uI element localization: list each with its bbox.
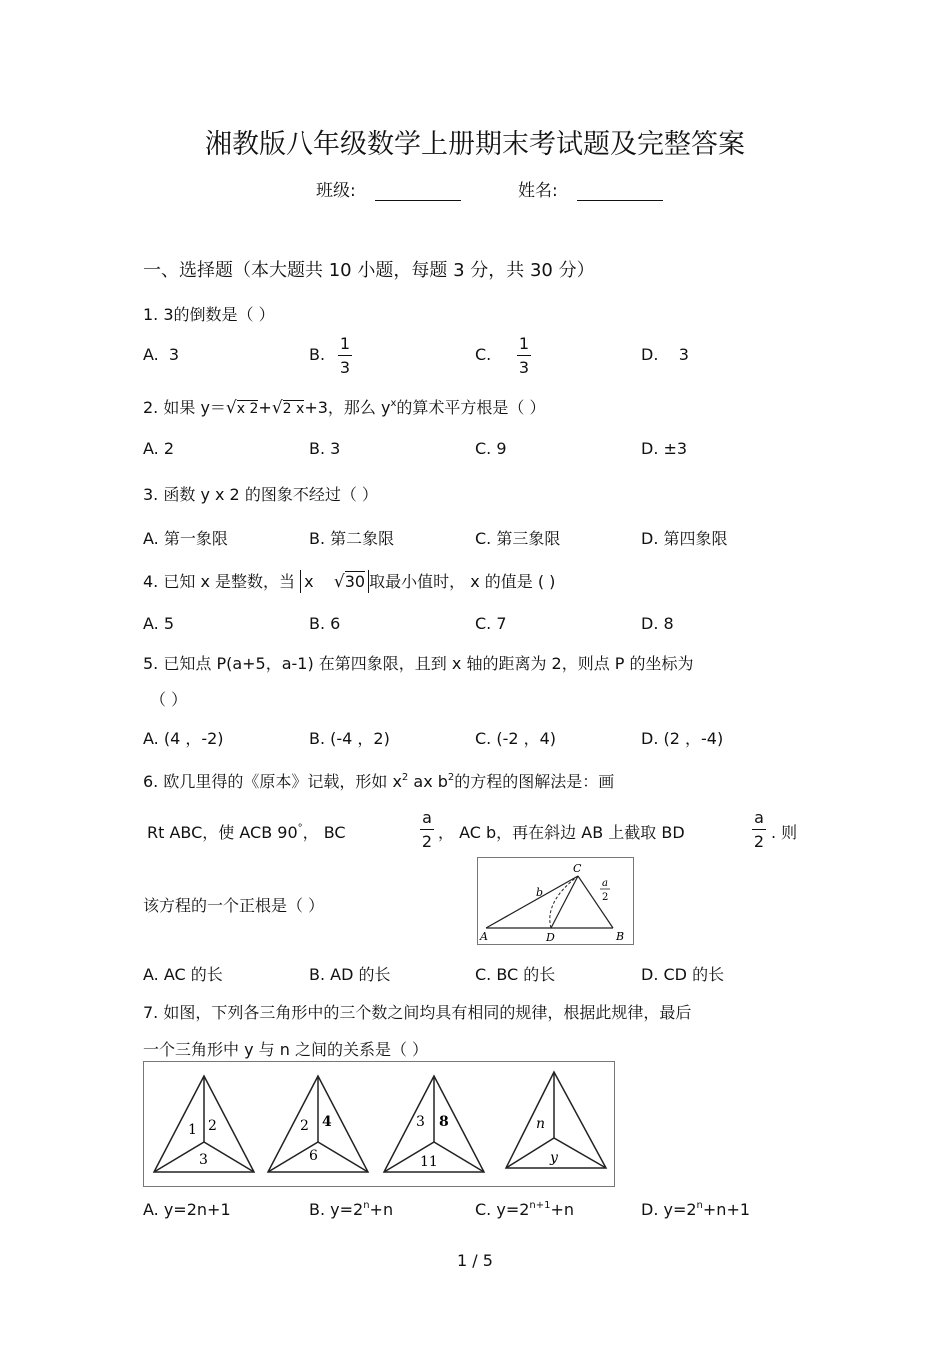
side-b-label: b: [536, 886, 544, 899]
triangle-2-right: 4: [322, 1114, 332, 1130]
q5-option-a: A. (4 ，-2): [143, 729, 224, 748]
point-c-label: C: [573, 862, 582, 875]
q5-option-b: B. (-4 ，2): [309, 729, 390, 748]
q2-option-a: A. 2: [143, 439, 175, 458]
class-blank: [375, 184, 461, 201]
q7-stem-line1: 7. 如图，下列各三角形中的三个数之间均具有相同的规律，根据此规律，最后: [143, 1003, 692, 1022]
triangle-1-bottom: 3: [199, 1152, 208, 1168]
triangle-1-right: 2: [208, 1118, 217, 1134]
q7-option-b: B. $y=2^n+n$: [309, 1200, 394, 1219]
triangle-2-left: 2: [300, 1118, 309, 1134]
q5-stem-line1: 5. 已知点 P(a+5，a-1) 在第四象限，且到 x 轴的距离为 2，则点 P 的坐标为: [143, 654, 694, 673]
q1-option-c-fraction: 1 3: [518, 334, 530, 377]
q7-stem-line2: 一个三角形中 y 与 n 之间的关系是（ ）: [143, 1040, 429, 1059]
name-label: 姓名:: [518, 181, 558, 201]
triangle-1-left: 1: [188, 1122, 197, 1138]
point-b-label: B: [616, 930, 625, 943]
q4-option-d: D. 8: [641, 614, 674, 633]
q3-stem: 3. 函数 y x 2 的图象不经过（ ）: [143, 485, 378, 504]
q6-option-d: D. CD 的长: [641, 965, 725, 984]
q1-stem: 1. 3的倒数是（ ）: [143, 305, 275, 324]
q6-stem-line2-b: ， AC b，再在斜边 AB 上截取 BD: [438, 823, 685, 842]
triangle-3-bottom: 11: [420, 1154, 438, 1170]
triangle-2-bottom: 6: [309, 1148, 318, 1164]
class-label: 班级:: [316, 181, 356, 201]
q1-option-b-label: B.: [309, 345, 326, 364]
sqrt-icon: √: [225, 398, 237, 418]
q3-option-d: D. 第四象限: [641, 529, 728, 548]
q7-triangles-figure: [143, 1061, 615, 1187]
q5-option-d: D. (2 ，-4): [641, 729, 724, 748]
q1-option-b-fraction: 1 3: [339, 334, 351, 377]
q6-stem-line2-c: . 则: [771, 823, 798, 842]
triangle-4-bottom: y: [550, 1150, 558, 1166]
class-field: [316, 176, 461, 201]
q1-option-d: D. 3: [641, 345, 689, 364]
q6-stem-line2-a: Rt ABC，使 ACB 90°， BC: [147, 823, 346, 842]
side-a-denominator: 2: [602, 892, 609, 903]
q2-option-d: D. ±3: [641, 439, 688, 458]
triangle-3-left: 3: [416, 1114, 425, 1130]
q1-option-c-label: C.: [475, 345, 492, 364]
q7-option-a: A. y=2n+1: [143, 1200, 231, 1219]
point-d-label: D: [546, 931, 555, 944]
triangle-3-right: 8: [439, 1114, 449, 1130]
q4-option-c: C. 7: [475, 614, 507, 633]
q6-option-a: A. AC 的长: [143, 965, 223, 984]
q4-option-b: B. 6: [309, 614, 341, 633]
page-number: 1 / 5: [457, 1251, 493, 1270]
page-title: 湘教版八年级数学上册期末考试题及完整答案: [205, 129, 745, 160]
q1-option-a: A. 3: [143, 345, 180, 364]
q4-stem: 4. 已知 x 是整数，当 x √30 取最小值时， x 的值是 ( ): [143, 572, 556, 592]
side-a-numerator: a: [602, 878, 608, 889]
sqrt-icon: √: [333, 572, 345, 592]
sqrt-icon: √: [271, 398, 283, 418]
q5-option-c: C. (-2 ，4): [475, 729, 557, 748]
q6-triangle-figure: [477, 857, 634, 945]
q2-stem: 2. 如果 y＝√x 2+√2 x+3，那么 $y^x$的算术平方根是（ ）: [143, 398, 546, 418]
q6-stem-line3: 该方程的一个正根是（ ）: [143, 896, 325, 915]
q2-option-c: C. 9: [475, 439, 507, 458]
q4-option-a: A. 5: [143, 614, 175, 633]
triangle-2: [268, 1076, 368, 1172]
q7-option-c: C. $y=2^{n+1}+n$: [475, 1200, 575, 1219]
name-field: [518, 176, 663, 201]
q6-option-c: C. BC 的长: [475, 965, 556, 984]
point-a-label: A: [480, 930, 488, 943]
triangle-1: [154, 1076, 254, 1172]
section-heading: 一、选择题（本大题共 10 小题，每题 3 分，共 30 分）: [143, 260, 595, 281]
triangles-diagram: [144, 1062, 614, 1186]
name-blank: [577, 184, 663, 201]
triangle-4-left: n: [536, 1116, 546, 1132]
triangle-diagram: [478, 858, 633, 944]
q7-option-d: D. $y=2^n+n+1$: [641, 1200, 751, 1219]
q3-option-c: C. 第三象限: [475, 529, 561, 548]
absolute-value: x √30: [300, 570, 369, 593]
q6-option-b: B. AD 的长: [309, 965, 391, 984]
triangle-3: [384, 1076, 484, 1172]
q5-stem-line2: （ ）: [150, 690, 188, 709]
q3-option-b: B. 第二象限: [309, 529, 395, 548]
q6-stem-line1: 6. 欧几里得的《原本》记载，形如 $x^2$ ax $b^2$的方程的图解法是：画: [143, 772, 615, 791]
q6-fraction-bc: a 2: [421, 808, 433, 851]
q6-fraction-bd: a 2: [753, 808, 765, 851]
q3-option-a: A. 第一象限: [143, 529, 228, 548]
q2-option-b: B. 3: [309, 439, 341, 458]
triangle-4: [506, 1072, 606, 1168]
